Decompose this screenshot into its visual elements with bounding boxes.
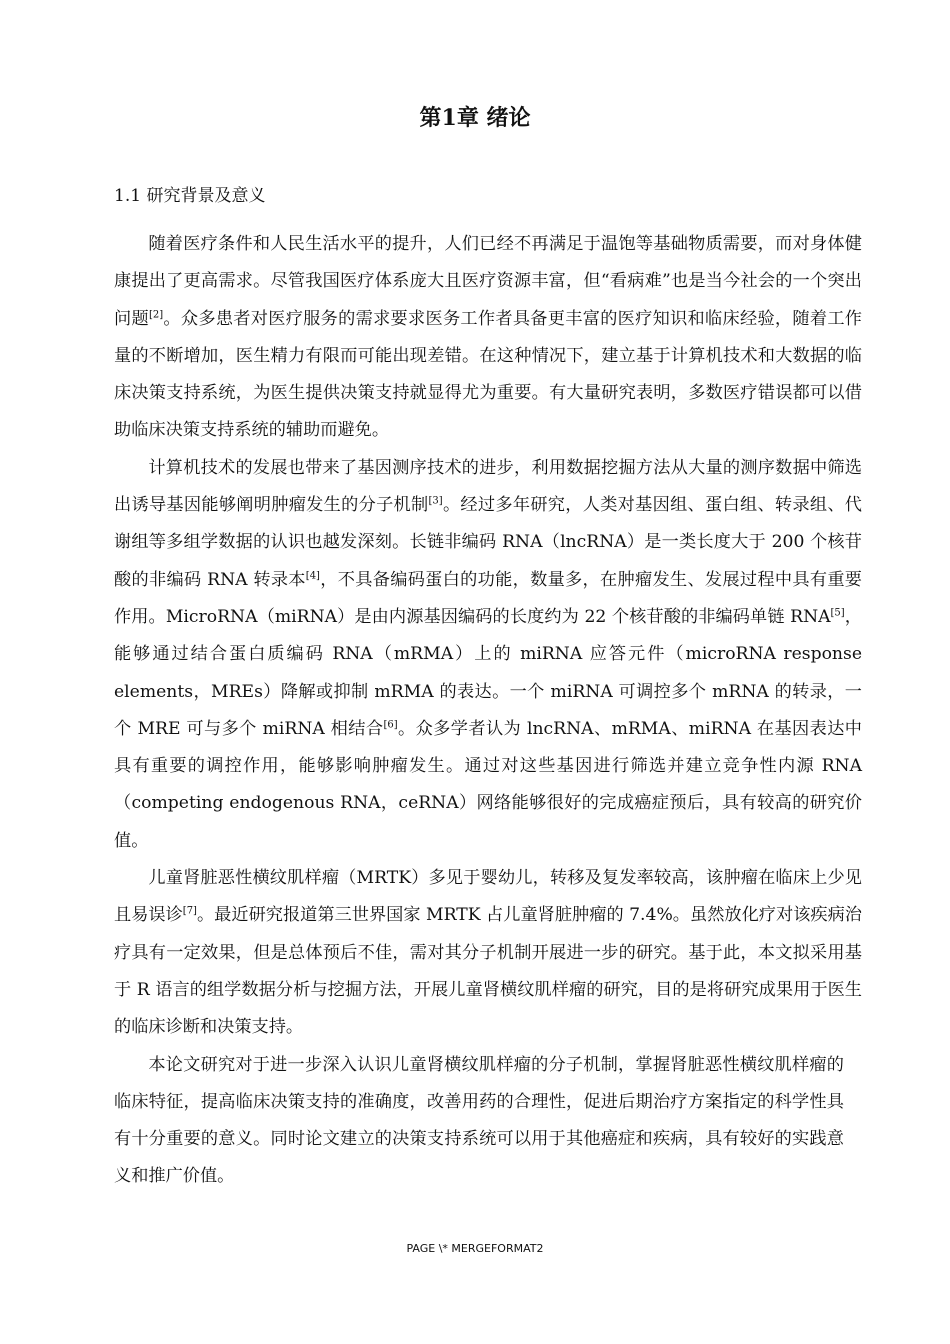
paragraph-text: 本论文研究对于进一步深入认识儿童肾横纹肌样瘤的分子机制，掌握肾脏恶性横纹肌样瘤的临床特征，提高临床决策支持的准确度，改善用药的合理性，促进后期治疗方案指定的科学性具有十分重要的意义。同时论文建立的决策支持系统可以用于其他癌症和疾病，具有较好的实践意义和推广价值。 xyxy=(114,1054,844,1187)
body-text xyxy=(114,226,862,1196)
citation-marker: [3] xyxy=(428,495,443,507)
section-heading: 1.1 研究背景及意义 xyxy=(114,186,266,206)
paragraph-4 xyxy=(114,1047,844,1196)
paragraph-2 xyxy=(114,450,862,860)
page-footer: PAGE \* MERGEFORMAT2 xyxy=(406,1242,544,1255)
citation-marker: [5] xyxy=(830,607,845,619)
paragraph-text: 。经过多年研究，人类对基因组、蛋白组、转录组、代谢组等多组学数据的认识也越发深刻。长链非编码 RNA（lncRNA）是一类长度大于 200 个核苷酸的非编码 RNA 转录本 xyxy=(114,495,862,590)
chapter-title: 第1章 绪论 xyxy=(419,105,531,131)
citation-marker: [6] xyxy=(383,719,398,731)
citation-marker: [2] xyxy=(148,308,164,320)
paragraph-text: 计算机技术的发展也带来了基因测序技术的进步，利用数据挖掘方法从大量的测序数据中筛选出诱导基因能够阐明肿瘤发生的分子机制 xyxy=(114,457,862,516)
paragraph-1 xyxy=(114,226,862,450)
paragraph-text: ，能够通过结合蛋白质编码 RNA（mRMA）上的 miRNA 应答元件（microRNA response elements，MREs）降解或抑制 mRMA 的表达。一个 miRNA 可调控多个 mRNA 的转录，一个 MRE 可与多个 miRNA 相结合 xyxy=(114,606,862,739)
paragraph-text: 随着医疗条件和人民生活水平的提升，人们已经不再满足于温饱等基础物质需要，而对身体健康提出了更高需求。尽管我国医疗体系庞大且医疗资源丰富，但“看病难”也是当今社会的一个突出问题 xyxy=(114,234,862,329)
paragraph-text: 。众多患者对医疗服务的需求要求医务工作者具备更丰富的医疗知识和临床经验，随着工作量的不断增加，医生精力有限而可能出现差错。在这种情况下，建立基于计算机技术和大数据的临床决策支持系统，为医生提供决策支持就显得尤为重要。有大量研究表明，多数医疗错误都可以借助临床决策支持系统的辅助而避免。 xyxy=(114,308,862,441)
paragraph-text: 儿童肾脏恶性横纹肌样瘤（MRTK）多见于婴幼儿，转移及复发率较高，该肿瘤在临床上少见且易误诊 xyxy=(114,868,862,926)
paragraph-text: 。众多学者认为 lncRNA、mRMA、miRNA 在基因表达中具有重要的调控作用，能够影响肿瘤发生。通过对这些基因进行筛选并建立竞争性内源 RNA（competing endogenous RNA，ceRNA）网络能够很好的完成癌症预后，具有较高的研究价值。 xyxy=(114,718,862,851)
paragraph-text: 。最近研究报道第三世界国家 MRTK 占儿童肾脏肿瘤的 7.4%。虽然放化疗对该疾病治疗具有一定效果，但是总体预后不佳，需对其分子机制开展进一步的研究。基于此，本文拟采用基于 R 语言的组学数据分析与挖掘方法，开展儿童肾横纹肌样瘤的研究，目的是将研究成果用于医生的临床诊断和决策支持。 xyxy=(114,905,862,1038)
citation-marker: [7] xyxy=(182,905,197,917)
paragraph-3 xyxy=(114,860,862,1046)
citation-marker: [4] xyxy=(305,569,320,581)
paragraph-text: ，不具备编码蛋白的功能，数量多，在肿瘤发生、发展过程中具有重要作用。MicroRNA（miRNA）是由内源基因编码的长度约为 22 个核苷酸的非编码单链 RNA xyxy=(114,569,862,627)
